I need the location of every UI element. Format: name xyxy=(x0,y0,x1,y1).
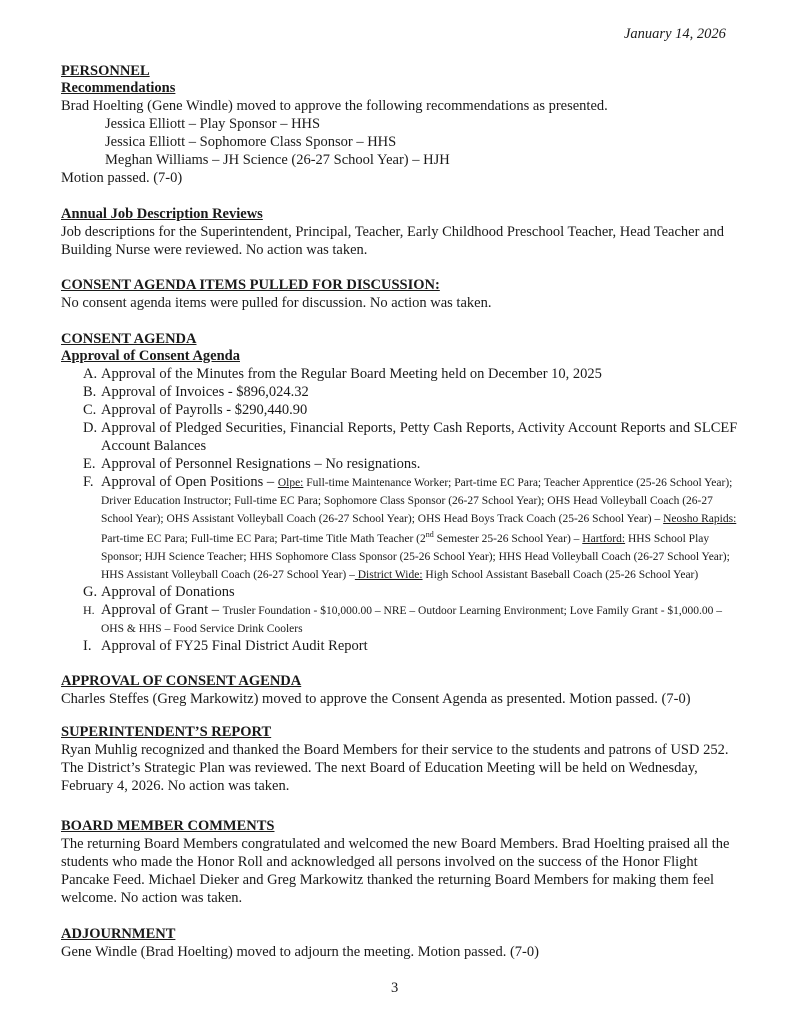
adjournment-text: Gene Windle (Brad Hoelting) moved to adjourn the meeting. Motion passed. (7-0) xyxy=(61,944,539,960)
consent-agenda-section xyxy=(61,331,741,655)
consent-pulled-heading: CONSENT AGENDA ITEMS PULLED FOR DISCUSSION: xyxy=(61,277,440,293)
recommendations-result: Motion passed. (7-0) xyxy=(61,170,183,186)
item-letter: E. xyxy=(83,456,96,472)
agenda-item-c xyxy=(61,401,741,419)
job-reviews-heading: Annual Job Description Reviews xyxy=(61,206,263,222)
approval-section xyxy=(61,673,741,708)
district-label: District Wide: xyxy=(354,568,423,581)
approval-text: Charles Steffes (Greg Markowitz) moved to approve the Consent Agenda as presented. Motion passed. (7-0) xyxy=(61,691,691,707)
personnel-section xyxy=(61,63,741,187)
item-text: Approval of FY25 Final District Audit Report xyxy=(101,637,368,654)
superintendent-text: Ryan Muhlig recognized and thanked the Board Members for their service to the students and patrons of USD 252. The District’s Strategic Plan was reviewed. The next Board of Education Meeting will be held on Wednesday, February 4, 2026. No action was taken. xyxy=(61,742,729,794)
agenda-item-e xyxy=(61,455,741,473)
grant-detail: Trusler Foundation - $10,000.00 – NRE – Outdoor Learning Environment; Love Family Grant - $1,000.00 – OHS & HHS – Food Service Drink Coolers xyxy=(101,604,723,635)
recommendation-item: Meghan Williams – JH Science (26-27 School Year) – HJH xyxy=(105,152,450,168)
agenda-item-a xyxy=(61,365,741,383)
page-number: 3 xyxy=(391,980,399,996)
adjournment-section xyxy=(61,926,741,961)
agenda-item-f xyxy=(61,473,741,583)
recommendations-subheading: Recommendations xyxy=(61,80,176,96)
item-text: Approval of Pledged Securities, Financial Reports, Petty Cash Reports, Activity Account Reports and SLCEF Account Balances xyxy=(101,420,738,454)
item-letter: G. xyxy=(83,583,98,600)
hartford-positions: HHS School Play Sponsor; HJH Science Teacher; HHS Sophomore Class Sponsor (25-26 School Year); HHS Head Volleyball Coach (26-27 School Year); HHS Assistant Volleyball Coach (26-27 School Year) – xyxy=(101,532,730,581)
board-comments-section xyxy=(61,818,741,907)
item-text: Approval of Payrolls - $290,440.90 xyxy=(101,402,308,418)
item-text: Approval of Personnel Resignations – No resignations. xyxy=(101,456,421,472)
consent-agenda-subheading: Approval of Consent Agenda xyxy=(61,348,240,364)
grant-lead: Approval of Grant – xyxy=(101,601,223,618)
consent-pulled-section xyxy=(61,277,741,312)
agenda-item-i xyxy=(61,637,741,655)
board-comments-text: The returning Board Members congratulated and welcomed the new Board Members. Brad Hoelting praised all the students who made the Honor Roll and acknowledged all persons involved on the success of the Honor Flight Pancake Feed. Michael Dieker and Greg Markowitz thanked the returning Board Members for making them feel welcome. No action was taken. xyxy=(61,836,730,906)
agenda-item-g xyxy=(61,583,741,601)
neosho-positions-cont: Semester 25-26 School Year) – xyxy=(433,532,583,545)
document-date: January 14, 2026 xyxy=(624,26,726,42)
neosho-label: Neosho Rapids: xyxy=(663,513,737,525)
recommendation-item: Jessica Elliott – Sophomore Class Sponsor – HHS xyxy=(105,134,397,150)
agenda-item-d xyxy=(61,419,741,455)
item-text: Approval of Donations xyxy=(101,583,235,600)
recommendation-item: Jessica Elliott – Play Sponsor – HHS xyxy=(105,116,321,132)
item-letter: A. xyxy=(83,366,98,382)
approval-heading: APPROVAL OF CONSENT AGENDA xyxy=(61,673,302,689)
neosho-superscript: nd xyxy=(425,530,434,539)
recommendations-motion: Brad Hoelting (Gene Windle) moved to approve the following recommendations as presented. xyxy=(61,98,608,114)
consent-pulled-text: No consent agenda items were pulled for discussion. No action was taken. xyxy=(61,295,492,311)
board-comments-heading: BOARD MEMBER COMMENTS xyxy=(61,818,275,834)
job-reviews-text: Job descriptions for the Superintendent, Principal, Teacher, Early Childhood Preschool Teacher, Head Teacher and Building Nurse were reviewed. No action was taken. xyxy=(61,224,724,258)
adjournment-heading: ADJOURNMENT xyxy=(61,926,176,942)
item-letter: H. xyxy=(83,602,95,617)
agenda-item-h xyxy=(61,601,741,637)
olpe-positions: Full-time Maintenance Worker; Part-time EC Para; Teacher Apprentice (25-26 School Year); Driver Education Instructor; Full-time EC Para; Sophomore Class Sponsor (26-27 School Year); OHS Head Volleyball Coach (26-27 School Year); OHS Assistant Volleyball Coach (26-27 School Year); OHS Head Boys Track Coach (25-26 School Year) – xyxy=(101,477,733,525)
item-letter: D. xyxy=(83,420,98,436)
superintendent-heading: SUPERINTENDENT’S REPORT xyxy=(61,724,272,740)
superintendent-section xyxy=(61,724,741,795)
job-reviews-section xyxy=(61,206,741,259)
item-letter: C. xyxy=(83,402,97,418)
personnel-heading: PERSONNEL xyxy=(61,63,150,79)
consent-agenda-list xyxy=(61,365,741,655)
agenda-item-b xyxy=(61,383,741,401)
consent-agenda-heading: CONSENT AGENDA xyxy=(61,331,197,347)
olpe-label: Olpe: xyxy=(277,477,304,489)
neosho-positions: Part-time EC Para; Full-time EC Para; Part-time Title Math Teacher (2 xyxy=(101,532,426,545)
district-positions: High School Assistant Baseball Coach (25-26 School Year) xyxy=(422,568,699,581)
open-positions-lead: Approval of Open Positions – xyxy=(101,474,278,490)
item-text: Approval of the Minutes from the Regular Board Meeting held on December 10, 2025 xyxy=(101,366,602,382)
item-letter: F. xyxy=(83,474,94,490)
item-text: Approval of Invoices - $896,024.32 xyxy=(101,384,309,400)
hartford-label: Hartford: xyxy=(582,532,626,545)
item-letter: I. xyxy=(83,637,92,654)
item-letter: B. xyxy=(83,384,97,400)
